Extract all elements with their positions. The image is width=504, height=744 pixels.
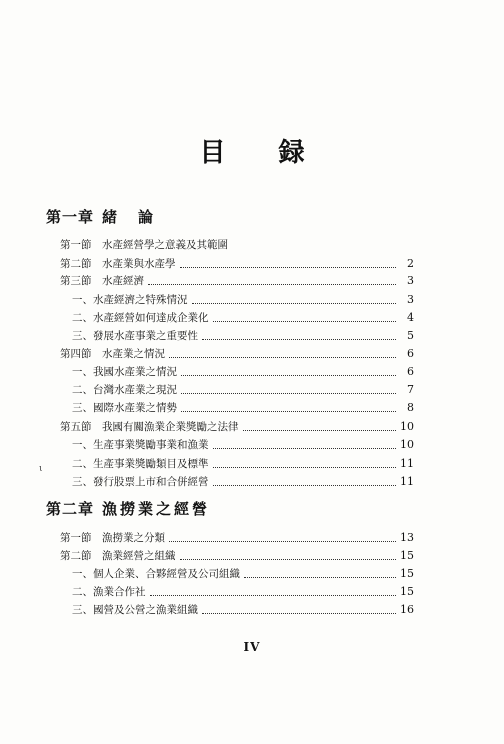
section-title: 水產業之情況	[102, 348, 165, 360]
toc-entry	[72, 474, 414, 490]
toc-entry	[60, 237, 414, 253]
dot-leader	[150, 595, 397, 596]
toc-entry	[72, 400, 414, 416]
section-title: 漁業經營之組織	[102, 550, 176, 562]
toc-entry-label	[72, 400, 177, 416]
section-title: 二、漁業合作社	[72, 586, 146, 598]
page-number-footer: IV	[243, 640, 261, 654]
section-number: 第二節	[60, 258, 92, 270]
toc-entry-label	[72, 602, 198, 618]
toc-entry-label	[72, 474, 209, 490]
section-number: 第五節	[60, 421, 92, 433]
dot-leader	[180, 267, 397, 268]
toc-entry-label	[72, 437, 209, 453]
toc-entry-label	[72, 310, 209, 326]
toc-entry-label	[60, 419, 239, 435]
toc-entry	[72, 584, 414, 600]
dot-leader	[202, 613, 396, 614]
section-title: 三、發展水產事業之重要性	[72, 330, 198, 342]
section-title: 二、生產事業獎勵類目及標準	[72, 458, 209, 470]
toc-entry	[72, 437, 414, 453]
dot-leader	[192, 303, 397, 304]
toc-entry-label	[60, 237, 228, 253]
page-number: 13	[400, 531, 414, 544]
page-number: 3	[407, 293, 414, 306]
toc-entry-label	[72, 584, 146, 600]
page-number: 11	[400, 457, 414, 470]
toc-entry	[60, 273, 414, 289]
toc-entry	[60, 419, 414, 435]
toc-entry	[72, 382, 414, 398]
section-title: 三、發行股票上市和合併經營	[72, 476, 209, 488]
section-title: 漁撈業之分類	[102, 532, 165, 544]
dot-leader	[169, 357, 396, 358]
section-title: 一、水產經濟之特殊情況	[72, 294, 188, 306]
toc-entry-label	[72, 456, 209, 472]
page-number: 5	[407, 329, 414, 342]
section-number: 第三節	[60, 275, 92, 287]
section-number: 第一節	[60, 239, 92, 251]
page-number: 10	[400, 420, 414, 433]
section-title: 二、台灣水產業之現況	[72, 384, 177, 396]
toc-entry-label	[60, 548, 176, 564]
section-number: 第四節	[60, 348, 92, 360]
section-title: 一、生產事業獎勵事業和漁業	[72, 439, 209, 451]
toc-entry	[72, 328, 414, 344]
section-title: 二、水產經營如何達成企業化	[72, 312, 209, 324]
dot-leader	[213, 485, 397, 486]
section-title: 三、國營及公營之漁業組織	[72, 604, 198, 616]
dot-leader	[244, 577, 396, 578]
dot-leader	[243, 430, 397, 431]
page-number: 15	[400, 549, 414, 562]
page-title: 目 録	[199, 138, 327, 168]
dot-leader	[213, 467, 397, 468]
section-title: 水產經濟	[102, 275, 144, 287]
dot-leader	[169, 541, 396, 542]
section-title: 我國有關漁業企業獎勵之法律	[102, 421, 239, 433]
toc-entry-label	[72, 566, 240, 582]
toc-entry-label	[72, 328, 198, 344]
toc-entry	[60, 530, 414, 546]
section-title: 一、我國水產業之情況	[72, 366, 177, 378]
section-title: 三、國際水產業之情勢	[72, 402, 177, 414]
chapter-name: 漁撈業之經營	[102, 500, 211, 518]
page-number: 2	[407, 257, 414, 270]
page-number: 6	[407, 365, 414, 378]
section-title: 水產業與水產學	[102, 258, 176, 270]
page-number: 7	[407, 383, 414, 396]
dot-leader	[181, 393, 396, 394]
page-number: 8	[407, 401, 414, 414]
toc-entry	[60, 346, 414, 362]
dot-leader	[181, 375, 396, 376]
toc-entry-label	[72, 364, 177, 380]
dot-leader	[202, 339, 396, 340]
toc-entry	[72, 602, 414, 618]
page-number: 3	[407, 274, 414, 287]
toc-entry-label	[60, 256, 176, 272]
page-number: 4	[407, 311, 414, 324]
page-number: 15	[400, 567, 414, 580]
toc-entry	[72, 310, 414, 326]
section-number: 第二節	[60, 550, 92, 562]
toc-entry	[60, 256, 414, 272]
chapter-name: 緒 論	[102, 208, 157, 226]
toc-entry	[72, 292, 414, 308]
page-number: 10	[400, 438, 414, 451]
dot-leader	[181, 411, 396, 412]
toc-entry	[60, 548, 414, 564]
dot-leader	[148, 284, 396, 285]
page-number: 6	[407, 347, 414, 360]
toc-entry	[72, 456, 414, 472]
dot-leader	[213, 448, 397, 449]
toc-entry-label	[72, 382, 177, 398]
toc-entry-label	[60, 530, 165, 546]
dot-leader	[213, 321, 397, 322]
toc-entry	[72, 566, 414, 582]
toc-entry-label	[60, 346, 165, 362]
toc-entry-label	[72, 292, 188, 308]
page-number: 15	[400, 585, 414, 598]
dot-leader	[180, 559, 397, 560]
chapter-heading-2	[46, 498, 210, 519]
toc-entry	[72, 364, 414, 380]
chapter-heading-1	[46, 206, 156, 227]
toc-entry-label	[60, 273, 144, 289]
chapter-number: 第一章	[46, 208, 95, 226]
section-title: 水產經營學之意義及其範圍	[102, 239, 228, 251]
section-title: 一、個人企業、合夥經營及公司組織	[72, 568, 240, 580]
page-number: 16	[400, 603, 414, 616]
section-number: 第一節	[60, 532, 92, 544]
page-number: 11	[400, 475, 414, 488]
margin-mark: ι	[39, 464, 43, 474]
chapter-number: 第二章	[46, 500, 95, 518]
